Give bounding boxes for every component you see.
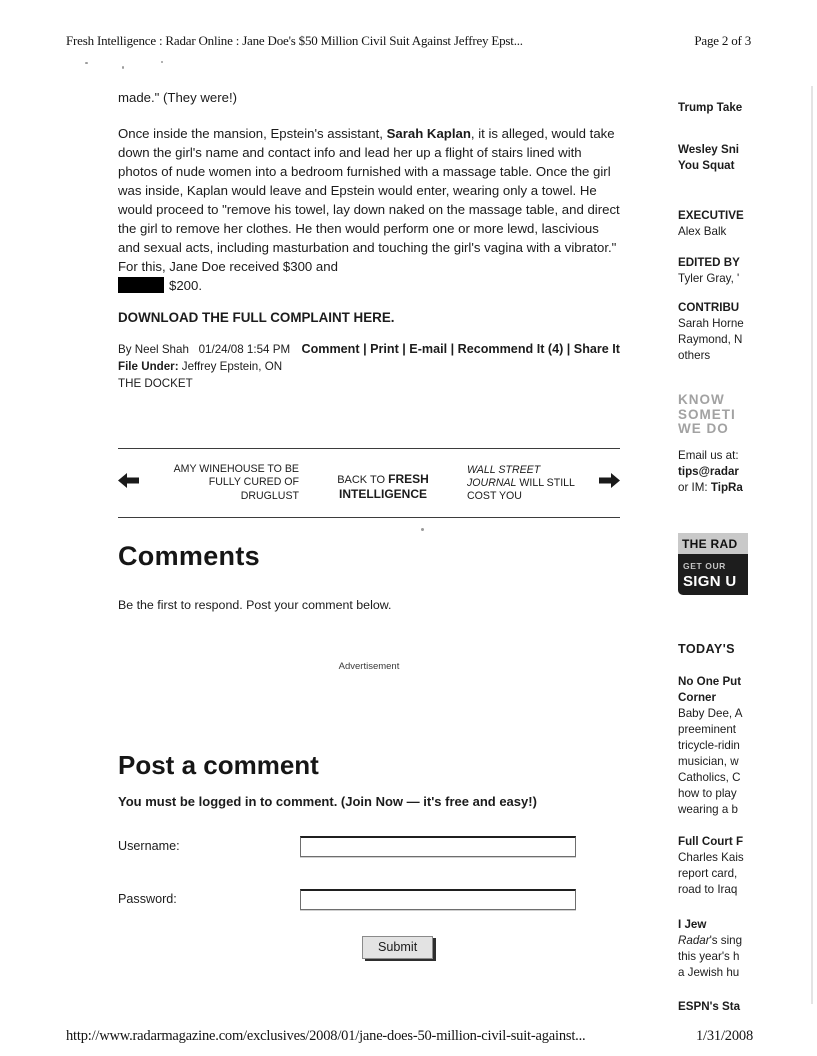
download-complaint-label: DOWNLOAD THE FULL COMPLAINT HERE. bbox=[118, 310, 395, 325]
username-label: Username: bbox=[118, 839, 180, 853]
masthead-name: Raymond, N bbox=[678, 333, 743, 346]
masthead-role: EXECUTIVE bbox=[678, 209, 744, 222]
scan-line-artifact bbox=[811, 86, 813, 1004]
masthead-name: Sarah Horne bbox=[678, 317, 744, 330]
comments-heading: Comments bbox=[118, 541, 260, 571]
article-pager bbox=[118, 448, 620, 518]
pager-next-text: WILL STILL bbox=[516, 476, 575, 489]
byline-row bbox=[118, 341, 620, 392]
article-actions-label: Comment | Print | E-mail | Recommend It (4) | Share It bbox=[301, 342, 620, 356]
file-under-tags[interactable]: THE DOCKET bbox=[118, 377, 193, 390]
masthead-edited-by bbox=[678, 255, 748, 287]
masthead-name: Alex Balk bbox=[678, 225, 727, 238]
file-under-tags[interactable]: Jeffrey Epstein, ON bbox=[178, 360, 283, 373]
sidebar-story bbox=[678, 999, 748, 1013]
article-paragraph bbox=[118, 124, 620, 295]
story-text: Charles Kais bbox=[678, 850, 744, 864]
masthead-name: others bbox=[678, 349, 711, 362]
story-text bbox=[678, 933, 748, 949]
story-title-link[interactable]: No One Put bbox=[678, 674, 742, 688]
byline-author: By Neel Shah bbox=[118, 343, 189, 356]
story-text: wearing a b bbox=[678, 802, 738, 816]
article-column bbox=[118, 88, 620, 959]
story-title-link[interactable]: I Jew bbox=[678, 917, 707, 931]
print-header-page-number: Page 2 of 3 bbox=[694, 33, 751, 48]
download-complaint-link[interactable] bbox=[118, 310, 620, 325]
pager-back-text: BACK TO bbox=[337, 474, 386, 486]
masthead-role: CONTRIBU bbox=[678, 301, 740, 314]
print-footer-url: http://www.radarmagazine.com/exclusives/2008/01/jane-does-50-million-civil-suit-against... bbox=[66, 1028, 586, 1044]
story-text: Catholics, C bbox=[678, 770, 741, 784]
print-footer bbox=[66, 1028, 753, 1045]
sidebar-story bbox=[678, 674, 748, 818]
newsletter-signup-banner[interactable] bbox=[678, 533, 748, 595]
pager-next-link[interactable] bbox=[467, 464, 589, 503]
sidebar-teaser-link[interactable]: Trump Take bbox=[678, 101, 743, 114]
story-title-link[interactable]: Corner bbox=[678, 690, 717, 704]
tips-heading-text: WE DO bbox=[678, 421, 729, 436]
username-row bbox=[118, 836, 620, 857]
signup-banner-cta: SIGN U bbox=[683, 572, 737, 590]
story-text: how to play bbox=[678, 786, 737, 800]
signup-banner-subtitle: GET OUR bbox=[683, 560, 726, 571]
tips-email-link[interactable]: tips@radar bbox=[678, 464, 739, 478]
story-text: road to Iraq bbox=[678, 882, 738, 896]
teaser-text: Wesley Sni bbox=[678, 143, 740, 156]
masthead-contributors bbox=[678, 300, 748, 364]
tips-im-handle: TipRa bbox=[710, 480, 743, 494]
login-required-note: You must be logged in to comment. (Join Now — it's free and easy!) bbox=[118, 794, 537, 809]
story-text: musician, w bbox=[678, 754, 739, 768]
tips-heading-text: KNOW bbox=[678, 392, 725, 407]
signup-banner-title: THE RAD bbox=[678, 533, 748, 554]
story-text: report card, bbox=[678, 866, 738, 880]
pager-next-text: COST YOU bbox=[467, 489, 522, 502]
pager-prev-text: BE FULLY CURED OF bbox=[208, 462, 299, 489]
pager-prev-link[interactable] bbox=[151, 463, 299, 504]
pager-prev-text: AMY WINEHOUSE TO bbox=[173, 462, 282, 475]
scan-speck bbox=[85, 62, 88, 64]
paragraph-text: made." (They were!) bbox=[118, 90, 238, 105]
story-text: Baby Dee, A bbox=[678, 706, 743, 720]
story-text: 's sing bbox=[709, 933, 743, 947]
masthead-executive bbox=[678, 208, 748, 240]
password-input[interactable] bbox=[300, 889, 576, 910]
article-paragraph-fragment bbox=[118, 88, 620, 107]
scan-speck bbox=[122, 66, 124, 69]
todays-heading: TODAY'S bbox=[678, 641, 735, 656]
sidebar-teaser-link[interactable] bbox=[678, 142, 748, 174]
print-header bbox=[66, 33, 751, 49]
pager-prev-text: DRUGLUST bbox=[240, 489, 299, 502]
username-input[interactable] bbox=[300, 836, 576, 857]
story-text-italic: Radar bbox=[678, 933, 710, 947]
story-text: a Jewish hu bbox=[678, 965, 740, 979]
masthead-name: Tyler Gray, ' bbox=[678, 272, 740, 285]
pager-back-title: FRESH INTELLIGENCE bbox=[338, 472, 429, 501]
paragraph-text: $200. bbox=[169, 278, 203, 293]
tips-heading bbox=[678, 393, 748, 437]
tips-heading-text: SOMETI bbox=[678, 406, 736, 422]
article-action-links[interactable] bbox=[302, 341, 621, 392]
tips-text: Email us at: bbox=[678, 448, 739, 462]
advertisement-label: Advertisement bbox=[338, 661, 400, 672]
tips-text: or IM: bbox=[678, 480, 711, 494]
print-footer-date: 1/31/2008 bbox=[695, 1028, 753, 1044]
teaser-text: You Squat bbox=[678, 159, 735, 172]
sidebar bbox=[678, 100, 748, 1012]
story-title-link[interactable]: ESPN's Sta bbox=[678, 999, 741, 1012]
pager-next-text: JOURNAL bbox=[467, 476, 517, 489]
sidebar-story bbox=[678, 917, 748, 981]
comments-empty-note: Be the first to respond. Post your comment below. bbox=[118, 598, 392, 612]
tips-im bbox=[678, 480, 748, 496]
story-text: preeminent bbox=[678, 722, 737, 736]
byline-timestamp: 01/24/08 1:54 PM bbox=[198, 343, 291, 356]
post-comment-heading: Post a comment bbox=[118, 750, 319, 780]
signup-banner-box bbox=[678, 554, 748, 595]
pager-back-link[interactable] bbox=[299, 464, 467, 502]
tips-contact bbox=[678, 448, 748, 496]
scan-speck bbox=[161, 61, 163, 63]
sidebar-story bbox=[678, 834, 748, 898]
next-arrow-icon[interactable] bbox=[599, 473, 620, 493]
story-title-link[interactable]: Full Court F bbox=[678, 834, 744, 848]
print-header-title: Fresh Intelligence : Radar Online : Jane Doe's $50 Million Civil Suit Against Jeffrey Epst... bbox=[66, 33, 523, 48]
story-text: this year's h bbox=[678, 949, 740, 963]
paragraph-text: Once inside the mansion, Epstein's assistant, bbox=[118, 126, 387, 141]
submit-button[interactable]: Submit bbox=[362, 936, 433, 959]
password-label: Password: bbox=[118, 892, 177, 906]
story-text: tricycle-ridin bbox=[678, 738, 740, 752]
masthead-role: EDITED BY bbox=[678, 256, 740, 269]
paragraph-text: , it is alleged, would take down the girl's name and contact info and lead her up a flight of stairs lined with photos of nude women into a bedroom furnished with a massage table. Once the girl was inside, Kaplan would leave and Epstein would enter, wearing only a towel. He would proceed to "remove his towel, lay down naked on the massage table, and direct the girl to remove her clothes. He then would perform one or more lewd, lascivious and sexual acts, including masturbation and touching the girl's vagina with a vibrator." For this, Jane Doe received $300 and bbox=[118, 126, 620, 274]
file-under-label: File Under: bbox=[118, 360, 179, 373]
bold-name: Sarah Kaplan bbox=[386, 126, 471, 141]
password-row bbox=[118, 889, 620, 910]
prev-arrow-icon[interactable] bbox=[118, 473, 139, 493]
byline bbox=[118, 341, 302, 392]
redaction-box bbox=[118, 277, 164, 293]
pager-next-text: WALL STREET bbox=[467, 463, 541, 476]
